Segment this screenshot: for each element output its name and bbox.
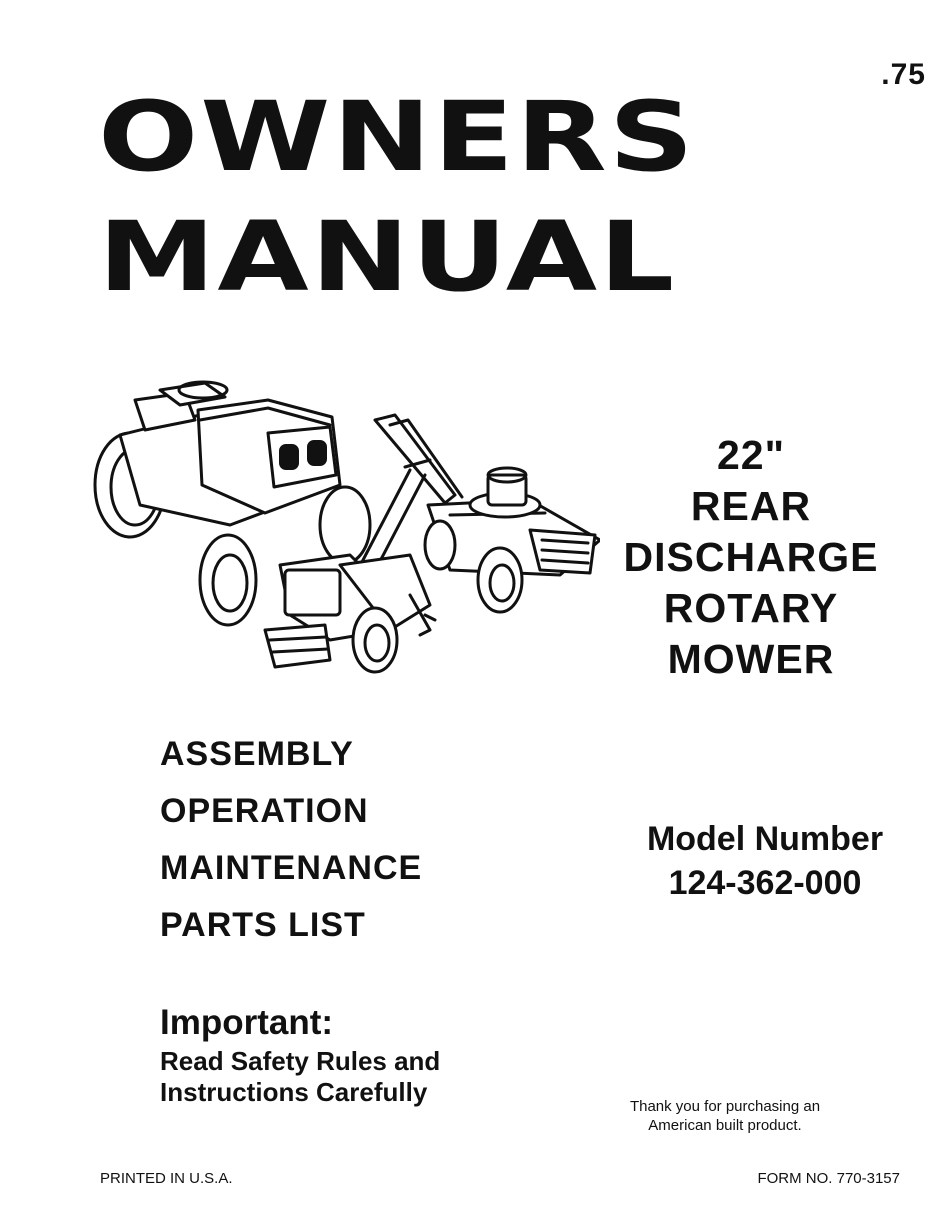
- product-line-rear: REAR: [690, 483, 812, 529]
- product-size: 22": [716, 432, 786, 478]
- important-text: [160, 1046, 440, 1108]
- contents-parts-list: PARTS LIST: [160, 906, 366, 944]
- title-manual: MANUAL: [98, 199, 677, 313]
- model-block: [620, 817, 910, 905]
- thank-you-line-2: American built product.: [648, 1117, 802, 1134]
- important-line-1: Read Safety Rules and: [160, 1046, 441, 1076]
- printed-in-label: PRINTED IN U.S.A.: [100, 1170, 233, 1187]
- form-number: FORM NO. 770-3157: [757, 1170, 900, 1187]
- product-line-mower: MOWER: [667, 636, 835, 682]
- contents-maintenance: MAINTENANCE: [160, 849, 423, 887]
- model-number: 124-362-000: [668, 864, 862, 902]
- product-line-discharge: DISCHARGE: [623, 534, 879, 580]
- contents-operation: OPERATION: [160, 792, 369, 830]
- model-label: Model Number: [646, 820, 884, 858]
- contents-assembly: ASSEMBLY: [160, 735, 354, 773]
- important-line-2: Instructions Carefully: [160, 1077, 428, 1107]
- product-description: [596, 430, 906, 685]
- title-owners: OWNERS: [98, 79, 696, 193]
- lawn-equipment-illustration: [90, 375, 600, 675]
- product-line-rotary: ROTARY: [663, 585, 839, 631]
- thank-you-note: [600, 1097, 850, 1135]
- price-label: .75: [881, 58, 926, 91]
- important-heading: Important:: [160, 1003, 334, 1042]
- thank-you-line-1: Thank you for purchasing an: [629, 1098, 821, 1115]
